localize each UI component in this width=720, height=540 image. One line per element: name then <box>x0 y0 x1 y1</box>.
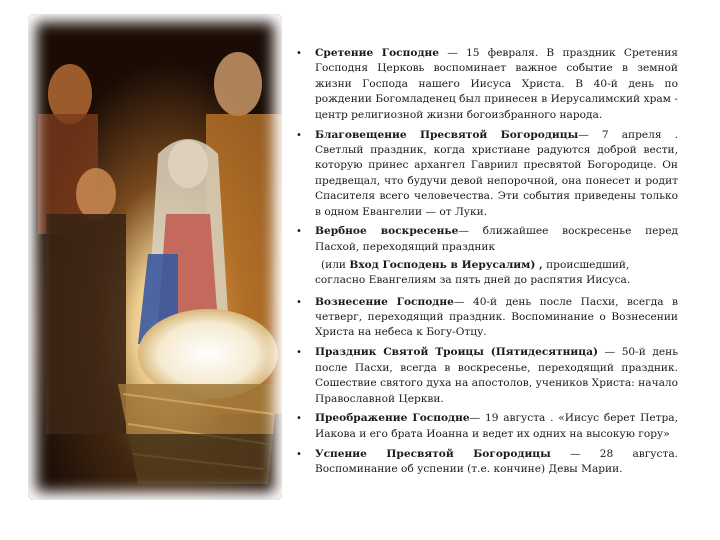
list-item: • Благовещение Пресвятой Богородицы— 7 апреля . Светлый праздник, когда христиане радуются доброй вести, которую принес архангел Гавриил пресвятой Богородице. Он предвещал, что будучи девой непорочной, она понесет и родит Спасителя всего человечества. Эти события приведены только в одном Евангелии — от Луки. <box>296 128 678 220</box>
list-item: • Успение Пресвятой Богородицы — 28 августа. Воспоминание об успении (т.е. кончине) Девы Марии. <box>296 447 678 478</box>
nativity-painting <box>28 14 282 500</box>
feasts-list-continued <box>296 295 678 478</box>
feasts-list <box>296 46 678 255</box>
list-item: • Вознесение Господне— 40-й день после Пасхи, всегда в четверг, переходящий праздник. Воспоминание о Вознесении Христа на небеса к Богу-Отцу. <box>296 295 678 341</box>
list-item: • Вербное воскресенье— ближайшее воскресенье перед Пасхой, переходящий праздник <box>296 224 678 255</box>
list-item: • Преображение Господне— 19 августа . «Иисус берет Петра, Иакова и его брата Иоанна и ведет их одних на высокую гору» <box>296 411 678 442</box>
feasts-list-container <box>296 46 678 482</box>
list-item: • Праздник Святой Троицы (Пятидесятница) — 50-й день после Пасхи, всегда в воскресенье, переходящий праздник. Сошествие святого духа на апостолов, учеников Христа: начало Православной Церкви. <box>296 345 678 407</box>
nativity-painting-image <box>28 14 282 500</box>
list-item: • Сретение Господне — 15 февраля. В праздник Сретения Господня Церковь воспоминает важное событие в земной жизни Господа нашего Иисуса Христа. В 40-й день по рождении Богомладенец был принесен в Иерусалимский храм - центр религиозной жизни богоизбранного народа. <box>296 46 678 123</box>
palm-sunday-continuation: (или Вход Господень в Иерусалим) , происшедший, согласно Евангелиям за пять дней до распятия Иисуса. <box>315 258 631 287</box>
